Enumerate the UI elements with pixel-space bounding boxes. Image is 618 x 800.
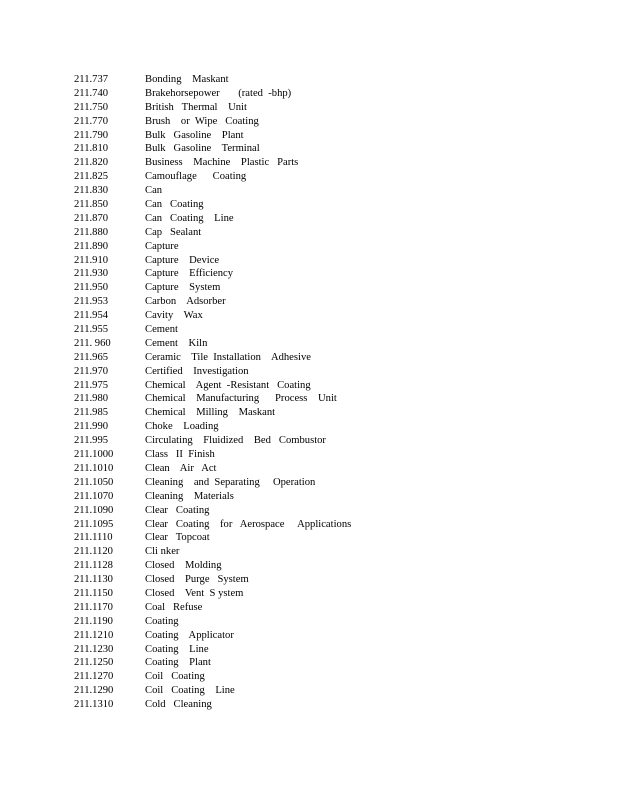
section-number: 211.970 [74, 365, 109, 377]
section-number: 211.1250 [74, 657, 114, 669]
list-item [74, 184, 351, 198]
defined-term: Bonding Maskant [145, 74, 229, 85]
list-item [74, 615, 351, 629]
section-number: 211.1270 [74, 671, 114, 683]
section-number: 211.810 [74, 143, 109, 155]
section-number: 211.1290 [74, 685, 114, 697]
list-item [74, 101, 351, 115]
section-number: 211.740 [74, 87, 109, 99]
section-number: 211.1150 [74, 587, 113, 599]
defined-term: Chemical Milling Maskant [145, 407, 276, 419]
section-number: 211.820 [74, 157, 109, 169]
list-item [74, 629, 351, 643]
defined-term: Circulating Fluidized Bed Combustor [145, 435, 326, 447]
defined-term: Business Machine Plastic Parts [145, 157, 299, 169]
list-item [74, 656, 351, 670]
defined-term: Brush or Wipe Coating [145, 115, 259, 127]
list-item [74, 643, 351, 657]
list-item [74, 365, 351, 379]
list-item [74, 684, 351, 698]
section-number: 211.790 [74, 129, 109, 141]
defined-term: Cement [145, 324, 178, 336]
list-item [74, 281, 351, 295]
defined-term: Brakehorsepower (rated -bhp) [145, 87, 292, 99]
defined-term: Can [145, 185, 163, 197]
list-item [74, 379, 351, 393]
defined-term: Coating Line [145, 643, 209, 655]
section-number: 211.965 [74, 351, 109, 363]
defined-term: British Thermal Unit [145, 101, 247, 113]
section-number: 211.1310 [74, 699, 114, 711]
defined-term: Coil Coating Line [145, 685, 235, 697]
defined-term: Cement Kiln [145, 337, 208, 349]
list-item [74, 198, 351, 212]
section-number: 211.1230 [74, 643, 114, 655]
defined-term: Capture System [145, 282, 221, 294]
section-number: 211. 960 [74, 337, 111, 349]
defined-term: Coating Plant [145, 657, 211, 669]
list-item [74, 698, 351, 712]
section-number: 211.770 [74, 115, 109, 127]
list-item [74, 115, 351, 129]
list-item [74, 531, 351, 545]
defined-term: Cleaning Materials [145, 490, 234, 502]
list-item [74, 462, 351, 476]
defined-term: Closed Vent S ystem [145, 587, 244, 599]
section-number: 211.953 [74, 296, 109, 308]
defined-term: Can Coating [145, 199, 204, 211]
list-item [74, 73, 351, 87]
defined-term: Bulk Gasoline Terminal [145, 143, 260, 155]
section-number: 211.995 [74, 435, 109, 447]
defined-term: Chemical Agent -Resistant Coating [145, 379, 311, 391]
section-number: 211.1120 [74, 546, 113, 558]
defined-term: Closed Molding [145, 560, 222, 572]
defined-term: Can Coating Line [145, 212, 234, 224]
defined-term: Capture Device [145, 254, 220, 266]
list-item [74, 267, 351, 281]
defined-term: Clear Coating [145, 504, 210, 516]
section-number: 211.870 [74, 212, 109, 224]
list-item [74, 226, 351, 240]
list-item [74, 142, 351, 156]
defined-term: Cavity Wax [145, 310, 203, 322]
list-item [74, 406, 351, 420]
defined-term: Clear Coating for Aerospace Applications [145, 518, 352, 530]
section-number: 211.750 [74, 101, 109, 113]
list-item [74, 392, 351, 406]
list-item [74, 420, 351, 434]
list-item [74, 448, 351, 462]
section-number: 211.1210 [74, 629, 114, 641]
section-number: 211.1095 [74, 518, 114, 530]
list-item [74, 573, 351, 587]
section-number: 211.1170 [74, 601, 113, 613]
list-item [74, 434, 351, 448]
list-item [74, 254, 351, 268]
list-item [74, 351, 351, 365]
list-item [74, 87, 351, 101]
defined-term: Capture Efficiency [145, 268, 234, 280]
defined-term: Cli nker [145, 546, 180, 558]
section-number: 211.1000 [74, 449, 114, 461]
section-number: 211.825 [74, 171, 109, 183]
section-number: 211.950 [74, 282, 109, 294]
list-item [74, 559, 351, 573]
definitions-list [74, 73, 351, 712]
list-item [74, 309, 351, 323]
section-number: 211.1070 [74, 490, 114, 502]
section-number: 211.1090 [74, 504, 114, 516]
list-item [74, 337, 351, 351]
defined-term: Coil Coating [145, 671, 205, 683]
defined-term: Clear Topcoat [145, 532, 210, 544]
defined-term: Coal Refuse [145, 601, 203, 613]
section-number: 211.975 [74, 379, 109, 391]
defined-term: Ceramic Tile Installation Adhesive [145, 351, 311, 363]
section-number: 211.985 [74, 407, 109, 419]
section-number: 211.880 [74, 226, 109, 238]
defined-term: Camouflage Coating [145, 171, 247, 183]
defined-term: Cap Sealant [145, 226, 202, 238]
section-number: 211.910 [74, 254, 109, 266]
section-number: 211.1110 [74, 532, 113, 544]
section-number: 211.737 [74, 74, 109, 85]
list-item [74, 587, 351, 601]
section-number: 211.1010 [74, 462, 114, 474]
section-number: 211.1128 [74, 560, 113, 572]
section-number: 211.1050 [74, 476, 114, 488]
defined-term: Certified Investigation [145, 365, 249, 377]
list-item [74, 518, 351, 532]
list-item [74, 212, 351, 226]
defined-term: Bulk Gasoline Plant [145, 129, 244, 141]
defined-term: Carbon Adsorber [145, 296, 226, 308]
list-item [74, 156, 351, 170]
section-number: 211.1190 [74, 615, 113, 627]
defined-term: Class II Finish [145, 449, 215, 461]
defined-term: Coating Applicator [145, 629, 234, 641]
defined-term: Cleaning and Separating Operation [145, 476, 316, 488]
defined-term: Closed Purge System [145, 574, 249, 586]
section-number: 211.830 [74, 185, 109, 197]
section-number: 211.850 [74, 199, 109, 211]
defined-term: Cold Cleaning [145, 699, 212, 711]
section-number: 211.890 [74, 240, 109, 252]
defined-term: Chemical Manufacturing Process Unit [145, 393, 337, 405]
section-number: 211.1130 [74, 574, 113, 586]
list-item [74, 129, 351, 143]
list-item [74, 295, 351, 309]
list-item [74, 323, 351, 337]
defined-term: Clean Air Act [145, 462, 217, 474]
defined-term: Capture [145, 240, 179, 252]
list-item [74, 240, 351, 254]
defined-term: Coating [145, 615, 179, 627]
list-item [74, 670, 351, 684]
section-number: 211.930 [74, 268, 109, 280]
section-number: 211.954 [74, 310, 109, 322]
section-number: 211.955 [74, 324, 109, 336]
section-number: 211.990 [74, 421, 109, 433]
list-item [74, 545, 351, 559]
defined-term: Choke Loading [145, 421, 219, 433]
list-item [74, 490, 351, 504]
list-item [74, 170, 351, 184]
list-item [74, 601, 351, 615]
list-item [74, 504, 351, 518]
list-item [74, 476, 351, 490]
section-number: 211.980 [74, 393, 109, 405]
